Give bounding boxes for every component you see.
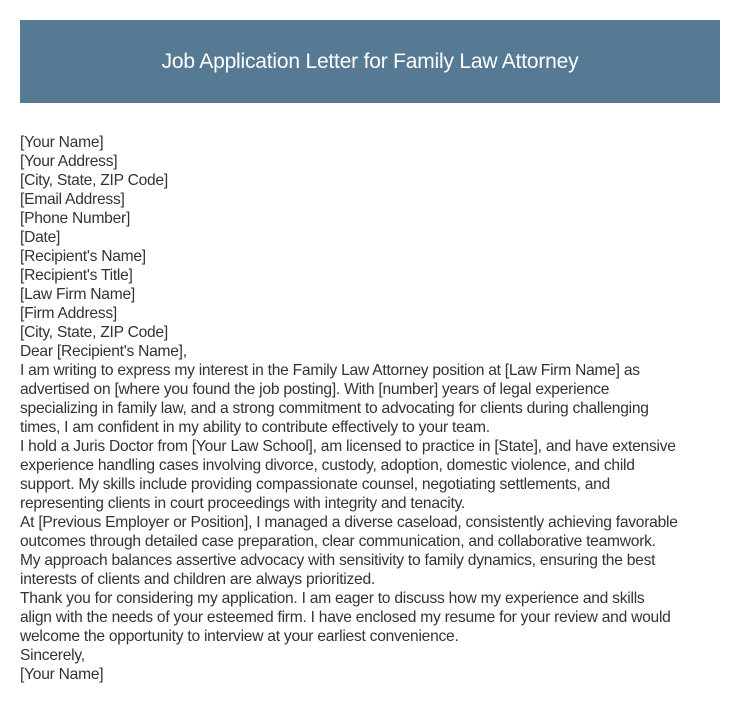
sender-city-state-zip: [City, State, ZIP Code] <box>20 172 168 189</box>
closing: Sincerely, <box>20 647 85 664</box>
sender-phone: [Phone Number] <box>20 210 131 227</box>
paragraph-line: Thank you for considering my application. I am eager to discuss how my experience and skills <box>20 590 645 607</box>
paragraph-line: I hold a Juris Doctor from [Your Law School], am licensed to practice in [State], and have extensive <box>20 438 676 455</box>
recipient-firm-address: [Firm Address] <box>20 305 118 322</box>
recipient-block <box>20 247 725 342</box>
paragraph-line: advertised on [where you found the job posting]. With [number] years of legal experience <box>20 381 610 398</box>
paragraph-line: times, I am confident in my ability to contribute effectively to your team. <box>20 419 490 436</box>
paragraph-line: align with the needs of your esteemed firm. I have enclosed my resume for your review and would <box>20 609 671 626</box>
paragraph-line: My approach balances assertive advocacy with sensitivity to family dynamics, ensuring the best <box>20 552 656 569</box>
page-header <box>20 20 720 103</box>
sender-email: [Email Address] <box>20 191 125 208</box>
paragraph-line: experience handling cases involving divorce, custody, adoption, domestic violence, and child <box>20 457 635 474</box>
paragraph-qualifications <box>20 437 725 513</box>
letter-date: [Date] <box>20 229 61 246</box>
recipient-name: [Recipient's Name] <box>20 248 146 265</box>
paragraph-line: specializing in family law, and a strong commitment to advocating for clients during challenging <box>20 400 649 417</box>
paragraph-line: representing clients in court proceedings with integrity and tenacity. <box>20 495 466 512</box>
paragraph-experience <box>20 513 725 589</box>
paragraph-line: support. My skills include providing compassionate counsel, negotiating settlements, and <box>20 476 610 493</box>
sender-block <box>20 133 725 247</box>
paragraph-line: welcome the opportunity to interview at your earliest convenience. <box>20 628 459 645</box>
paragraph-line: interests of clients and children are always prioritized. <box>20 571 375 588</box>
salutation: Dear [Recipient's Name], <box>20 343 187 360</box>
page-title: Job Application Letter for Family Law Attorney <box>161 49 579 73</box>
paragraph-line: At [Previous Employer or Position], I managed a diverse caseload, consistently achieving favorable <box>20 514 678 531</box>
sender-address: [Your Address] <box>20 153 118 170</box>
paragraph-line: outcomes through detailed case preparation, clear communication, and collaborative teamwork. <box>20 533 656 550</box>
recipient-firm-name: [Law Firm Name] <box>20 286 135 303</box>
paragraph-closing <box>20 589 725 646</box>
recipient-title: [Recipient's Title] <box>20 267 133 284</box>
recipient-city-state-zip: [City, State, ZIP Code] <box>20 324 168 341</box>
paragraph-line: I am writing to express my interest in the Family Law Attorney position at [Law Firm Name] as <box>20 362 640 379</box>
paragraph-introduction <box>20 361 725 437</box>
letter-body <box>20 133 725 684</box>
signature: [Your Name] <box>20 666 104 683</box>
sender-name: [Your Name] <box>20 134 104 151</box>
